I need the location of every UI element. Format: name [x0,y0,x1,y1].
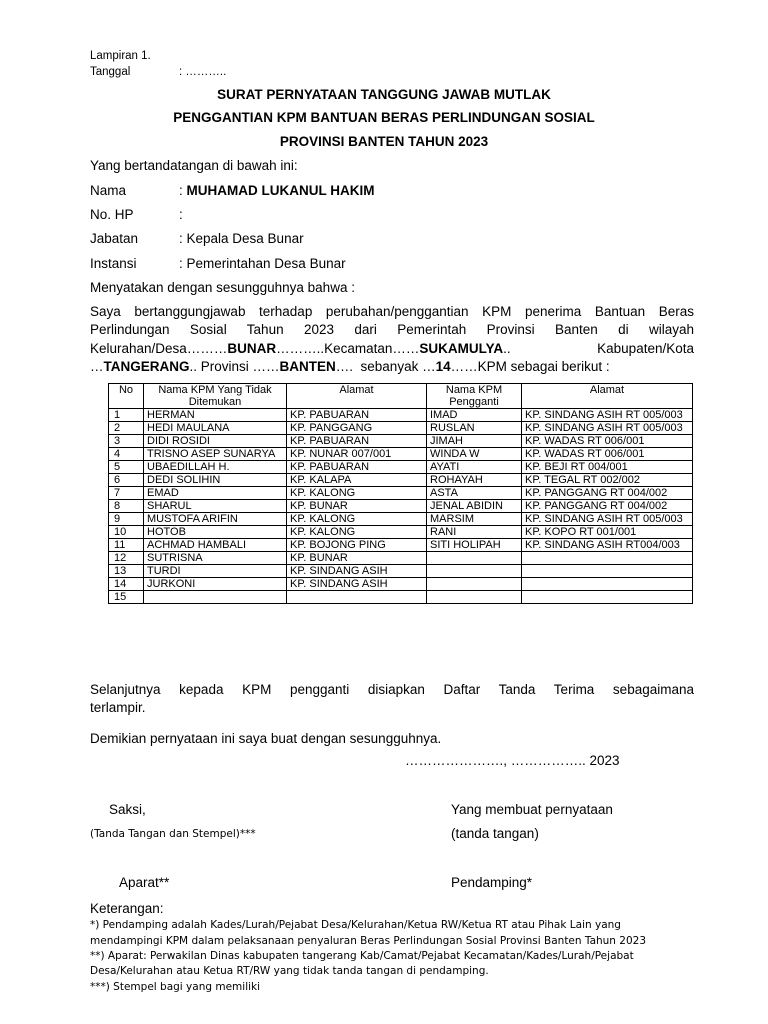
alamat: KP. BUNAR [287,552,427,565]
hp-value: : [179,207,183,222]
alamat-pengganti [522,578,693,591]
provinsi-name: BANTEN [279,359,336,374]
alamat-pengganti: KP. PANGGANG RT 004/002 [522,500,693,513]
row-no: 10 [109,526,144,539]
nama-tidak-ditemukan: JURKONI [144,578,287,591]
notes-title: Keterangan: [90,901,164,916]
table-row [109,448,693,461]
kabupaten-name: TANGERANG [103,359,190,374]
provinsi-prefix: .. Provinsi …… [189,359,280,374]
alamat-pengganti: KP. KOPO RT 001/001 [522,526,693,539]
note-3: ***) Stempel bagi yang memiliki [90,981,261,993]
saksi-note: (Tanda Tangan dan Stempel)*** [90,828,256,840]
alamat: KP. BOJONG PING [287,539,427,552]
header-alamat-pengganti: Alamat [522,384,693,409]
table-row [109,565,693,578]
saksi-label: Saksi, [109,802,146,817]
aparat-label: Aparat** [119,875,170,890]
nama-tidak-ditemukan: HEDI MAULANA [144,422,287,435]
nama-pengganti: ASTA [427,487,522,500]
row-no: 2 [109,422,144,435]
nama-pengganti: RANI [427,526,522,539]
statement-intro: Menyatakan dengan sesungguhnya bahwa : [90,280,355,295]
alamat: KP. KALONG [287,487,427,500]
table-row [109,474,693,487]
table-row [109,500,693,513]
alamat: KP. BUNAR [287,500,427,513]
nama-tidak-ditemukan: ACHMAD HAMBALI [144,539,287,552]
note-1a: *) Pendamping adalah Kades/Lurah/Pejabat Desa/Kelurahan/Ketua RW/Ketua RT atau Pihak Lain yang [90,919,621,931]
alamat: KP. KALAPA [287,474,427,487]
instansi-value: : Pemerintahan Desa Bunar [179,256,346,271]
alamat-pengganti: KP. PANGGANG RT 004/002 [522,487,693,500]
header-nama-tidak-ditemukan: Nama KPM Yang Tidak Ditemukan [144,384,287,409]
note-1b: mendampingi KPM dalam pelaksanaan penyaluran Beras Perlindungan Sosial Provinsi Banten Tahun 2023 [90,935,647,947]
note-2a: **) Aparat: Perwakilan Dinas kabupaten tangerang Kab/Camat/Pejabat Kecamatan/Kades/Lurah/Pejabat [90,950,634,962]
header-alamat: Alamat [287,384,427,409]
alamat: KP. PABUARAN [287,461,427,474]
count-prefix: …. sebanyak … [335,359,436,374]
pendamping-label: Pendamping* [451,875,533,890]
alamat: KP. KALONG [287,526,427,539]
alamat-pengganti: KP. SINDANG ASIH RT 005/003 [522,422,693,435]
alamat-pengganti [522,591,693,604]
alamat: KP. SINDANG ASIH [287,578,427,591]
alamat: KP. PANGGANG [287,422,427,435]
kpm-table [108,383,693,604]
kpm-count: 14 [435,359,451,374]
closing-line-3: Demikian pernyataan ini saya buat dengan sesungguhnya. [90,731,442,746]
table-row [109,461,693,474]
alamat-pengganti: KP. SINDANG ASIH RT 005/003 [522,409,693,422]
nama-value [179,183,375,198]
jabatan-value: : Kepala Desa Bunar [179,231,304,246]
table-row [109,487,693,500]
date-line: …………………., …………….. 2023 [405,753,620,768]
nama-pengganti [427,591,522,604]
hp-label: No. HP [90,207,134,222]
row-no: 3 [109,435,144,448]
nama-tidak-ditemukan: HERMAN [144,409,287,422]
nama-pengganti: IMAD [427,409,522,422]
nama-pengganti: AYATI [427,461,522,474]
alamat-pengganti: KP. BEJI RT 004/001 [522,461,693,474]
alamat: KP. NUNAR 007/001 [287,448,427,461]
tanggal-value: : ……….. [179,66,227,78]
nama-tidak-ditemukan: DIDI ROSIDI [144,435,287,448]
nama-name: MUHAMAD LUKANUL HAKIM [186,183,375,198]
intro-text: Yang bertandatangan di bawah ini: [90,158,298,173]
alamat-pengganti: KP. WADAS RT 006/001 [522,435,693,448]
nama-pengganti: ROHAYAH [427,474,522,487]
table-row [109,591,693,604]
table-header-row [109,384,693,409]
alamat-pengganti: KP. SINDANG ASIH RT004/003 [522,539,693,552]
nama-pengganti [427,565,522,578]
row-no: 7 [109,487,144,500]
alamat: KP. SINDANG ASIH [287,565,427,578]
nama-pengganti: MARSIM [427,513,522,526]
nama-tidak-ditemukan: HOTOB [144,526,287,539]
nama-pengganti: SITI HOLIPAH [427,539,522,552]
alamat-pengganti: KP. WADAS RT 006/001 [522,448,693,461]
row-no: 6 [109,474,144,487]
nama-pengganti: JENAL ABIDIN [427,500,522,513]
kecamatan-name: SUKAMULYA [419,341,504,356]
kabupaten-label: Kabupaten/Kota [597,341,694,356]
desa-prefix: Kelurahan/Desa……… [90,341,228,356]
paragraph-line-1: Saya bertanggungjawab terhadap perubahan/penggantian KPM penerima Bantuan Beras [90,304,694,319]
nama-pengganti: JIMAH [427,435,522,448]
nama-tidak-ditemukan: DEDI SOLIHIN [144,474,287,487]
paragraph-line-3 [90,341,694,356]
desa-name: BUNAR [227,341,277,356]
table-row [109,526,693,539]
nama-tidak-ditemukan: SHARUL [144,500,287,513]
paragraph-line-4 [90,359,610,374]
header-nama-pengganti: Nama KPM Pengganti [427,384,522,409]
table-row [109,539,693,552]
nama-tidak-ditemukan: UBAEDILLAH H. [144,461,287,474]
nama-tidak-ditemukan: TRISNO ASEP SUNARYA [144,448,287,461]
table-row [109,578,693,591]
nama-colon: : [179,183,183,198]
table-row [109,422,693,435]
tanggal-label: Tanggal [90,66,131,78]
nama-tidak-ditemukan: SUTRISNA [144,552,287,565]
row-no: 15 [109,591,144,604]
count-suffix: ……KPM sebagai berikut : [450,359,610,374]
jabatan-label: Jabatan [90,231,139,246]
alamat-pengganti: KP. TEGAL RT 002/002 [522,474,693,487]
header-no: No [109,384,144,409]
alamat-pengganti: KP. SINDANG ASIH RT 005/003 [522,513,693,526]
row-no: 9 [109,513,144,526]
kecamatan-prefix: ………..Kecamatan…… [276,341,420,356]
nama-tidak-ditemukan: MUSTOFA ARIFIN [144,513,287,526]
row-no: 5 [109,461,144,474]
alamat: KP. PABUARAN [287,435,427,448]
row-no: 4 [109,448,144,461]
title-line-3: PROVINSI BANTEN TAHUN 2023 [279,134,489,149]
row-no: 8 [109,500,144,513]
row-no: 14 [109,578,144,591]
alamat [287,591,427,604]
maker-label: Yang membuat pernyataan [451,802,613,817]
nama-pengganti: WINDA W [427,448,522,461]
kecamatan-suffix: .. [503,341,511,356]
nama-pengganti: RUSLAN [427,422,522,435]
alamat-pengganti [522,552,693,565]
table-row [109,435,693,448]
title-line-1: SURAT PERNYATAAN TANGGUNG JAWAB MUTLAK [217,87,551,102]
nama-pengganti [427,552,522,565]
kab-prefix: … [90,359,104,374]
alamat: KP. PABUARAN [287,409,427,422]
alamat: KP. KALONG [287,513,427,526]
alamat-pengganti [522,565,693,578]
instansi-label: Instansi [90,256,137,271]
title-line-2: PENGGANTIAN KPM BANTUAN BERAS PERLINDUNGAN SOSIAL [173,110,595,125]
row-no: 1 [109,409,144,422]
paragraph-line-2: Perlindungan Sosial Tahun 2023 dari Pemerintah Provinsi Banten di wilayah [90,322,694,337]
nama-tidak-ditemukan: TURDI [144,565,287,578]
closing-line-2: terlampir. [90,700,146,715]
nama-label: Nama [90,183,127,198]
row-no: 13 [109,565,144,578]
maker-note: (tanda tangan) [451,826,539,841]
nama-pengganti [427,578,522,591]
table-row [109,513,693,526]
note-2b: Desa/Kelurahan atau Ketua RT/RW yang tidak tanda tangan di pendamping. [90,965,489,977]
table-row [109,409,693,422]
row-no: 12 [109,552,144,565]
closing-line-1: Selanjutnya kepada KPM pengganti disiapkan Daftar Tanda Terima sebagaimana [90,682,694,697]
nama-tidak-ditemukan: EMAD [144,487,287,500]
lampiran-label: Lampiran 1. [90,50,151,62]
table-row [109,552,693,565]
row-no: 11 [109,539,144,552]
nama-tidak-ditemukan [144,591,287,604]
